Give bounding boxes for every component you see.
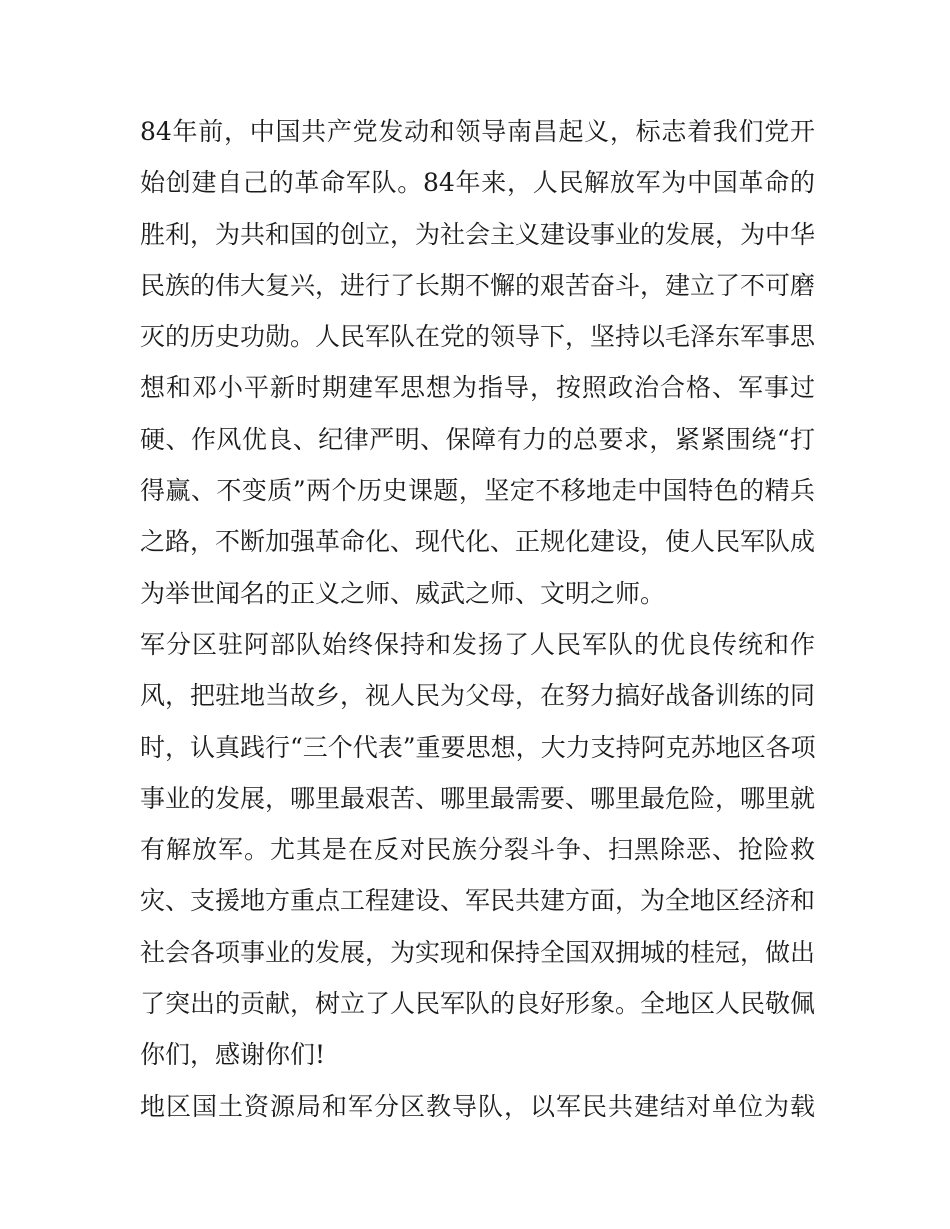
text-line: 社会各项事业的发展，为实现和保持全国双拥城的桂冠，做出: [140, 937, 816, 967]
text-line: 想和邓小平新时期建军思想为指导，按照政治合格、军事过: [140, 373, 815, 403]
text-line: 硬、作风优良、纪律严明、保障有力的总要求，紧紧围绕“打: [140, 424, 815, 454]
text-line: 时，认真践行“三个代表”重要思想，大力支持阿克苏地区各项: [140, 732, 816, 762]
text-line: 有解放军。尤其是在反对民族分裂斗争、扫黑除恶、抢险救: [140, 835, 815, 865]
paragraph-1: [140, 106, 815, 619]
paragraph-2: [140, 619, 815, 1081]
document-body: [140, 106, 815, 1132]
text-line: 胜利，为共和国的创立，为社会主义建设事业的发展，为中华: [140, 219, 816, 249]
text-line: 民族的伟大复兴，进行了长期不懈的艰苦奋斗，建立了不可磨: [140, 270, 816, 300]
text-line: 得赢、不变质”两个历史课题，坚定不移地走中国特色的精兵: [140, 476, 815, 506]
text-line: 军分区驻阿部队始终保持和发扬了人民军队的优良传统和作: [140, 629, 815, 659]
text-line: 事业的发展，哪里最艰苦、哪里最需要、哪里最危险，哪里就: [140, 783, 816, 813]
text-line: 为举世闻名的正义之师、威武之师、文明之师。: [140, 578, 666, 608]
text-line: 你们，感谢你们!: [140, 1040, 326, 1070]
text-line: 之路，不断加强革命化、现代化、正规化建设，使人民军队成: [140, 527, 816, 557]
text-line: 了突出的贡献，树立了人民军队的良好形象。全地区人民敬佩: [140, 989, 816, 1019]
paragraph-3: [140, 1081, 815, 1132]
text-line: 灭的历史功勋。人民军队在党的领导下，坚持以毛泽东军事思: [140, 322, 816, 352]
text-line: 风，把驻地当故乡，视人民为父母，在努力搞好战备训练的同: [140, 681, 816, 711]
text-line: 地区国土资源局和军分区教导队，以军民共建结对单位为载: [140, 1091, 815, 1121]
text-line: 始创建自己的革命军队。84年来，人民解放军为中国革命的: [140, 168, 815, 198]
text-line: 84年前，中国共产党发动和领导南昌起义，标志着我们党开: [140, 117, 815, 146]
text-line: 灾、支援地方重点工程建设、军民共建方面，为全地区经济和: [140, 886, 816, 916]
